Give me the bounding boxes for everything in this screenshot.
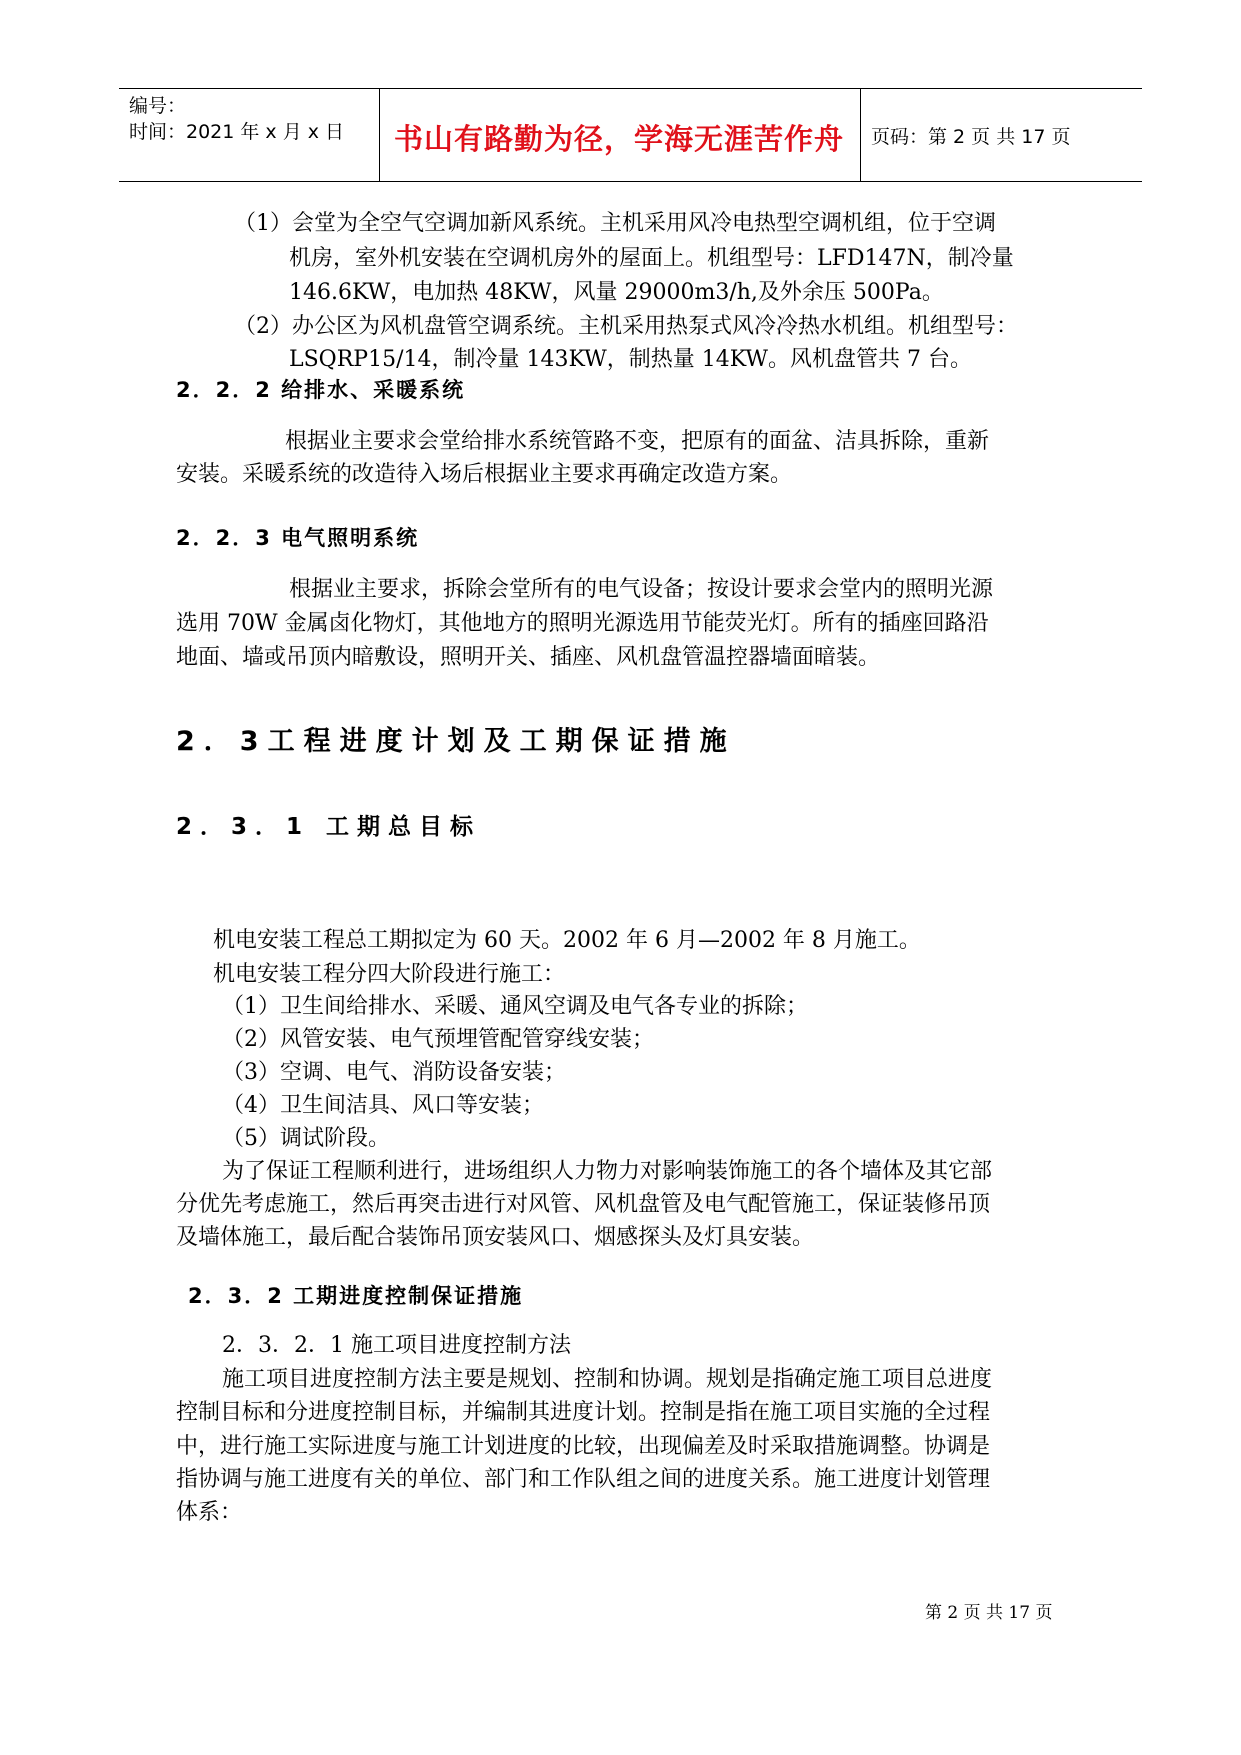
list-item: （4）卫生间洁具、风口等安装；	[222, 1093, 544, 1118]
page-header	[119, 88, 1142, 182]
section-heading: 2．3．1 工期总目标	[176, 814, 482, 840]
header-divider	[860, 89, 861, 181]
subsection-heading: 2．3．2．1 施工项目进度控制方法	[222, 1333, 571, 1358]
number-label: 编号：	[129, 95, 187, 117]
paragraph-line: 安装。采暖系统的改造待入场后根据业主要求再确定改造方案。	[176, 462, 793, 487]
paragraph-line: 地面、墙或吊顶内暗敷设，照明开关、插座、风机盘管温控器墙面暗装。	[176, 645, 881, 670]
paragraph-line: 中，进行施工实际进度与施工计划进度的比较，出现偏差及时采取措施调整。协调是	[176, 1434, 991, 1459]
list-item: （1）卫生间给排水、采暖、通风空调及电气各专业的拆除；	[222, 994, 808, 1019]
paragraph-line: 为了保证工程顺利进行，进场组织人力物力对影响装饰施工的各个墙体及其它部	[222, 1159, 993, 1184]
list-item: （2）风管安装、电气预埋管配管穿线安装；	[222, 1027, 654, 1052]
paragraph-line: LSQRP15/14，制冷量 143KW，制热量 14KW。风机盘管共 7 台。	[289, 347, 972, 372]
page-footer: 第 2 页 共 17 页	[925, 1603, 1053, 1623]
header-page-info: 页码：第 2 页 共 17 页	[871, 126, 1071, 148]
section-heading: 2．3．2 工期进度控制保证措施	[188, 1284, 524, 1308]
paragraph-line: 及墙体施工，最后配合装饰吊顶安装风口、烟感探头及灯具安装。	[176, 1225, 815, 1250]
paragraph-line: 根据业主要求会堂给排水系统管路不变，把原有的面盆、洁具拆除，重新	[285, 429, 990, 454]
paragraph-line: （1）会堂为全空气空调加新风系统。主机采用风冷电热型空调机组，位于空调	[234, 211, 996, 236]
list-item: （3）空调、电气、消防设备安装；	[222, 1060, 566, 1085]
paragraph-line: 根据业主要求，拆除会堂所有的电气设备；按设计要求会堂内的照明光源	[289, 577, 994, 602]
paragraph-line: 施工项目进度控制方法主要是规划、控制和协调。规划是指确定施工项目总进度	[222, 1367, 993, 1392]
list-item: （5）调试阶段。	[222, 1126, 390, 1151]
header-left	[129, 93, 344, 145]
section-heading: 2．2．3 电气照明系统	[176, 526, 420, 550]
paragraph-line: 146.6KW，电加热 48KW，风量 29000m3/h,及外余压 500Pa。	[289, 280, 944, 305]
paragraph-line: 分优先考虑施工，然后再突击进行对风管、风机盘管及电气配管施工，保证装修吊顶	[176, 1192, 991, 1217]
header-motto: 书山有路勤为径，学海无涯苦作舟	[393, 122, 844, 156]
section-heading: 2．2．2 给排水、采暖系统	[176, 378, 466, 402]
chapter-heading: 2．3工程进度计划及工期保证措施	[176, 726, 736, 757]
paragraph-line: 指协调与施工进度有关的单位、部门和工作队组之间的进度关系。施工进度计划管理	[176, 1467, 991, 1492]
paragraph-line: （2）办公区为风机盘管空调系统。主机采用热泵式风冷冷热水机组。机组型号：	[234, 314, 1018, 339]
paragraph-line: 体系：	[176, 1500, 243, 1525]
paragraph-line: 选用 70W 金属卤化物灯，其他地方的照明光源选用节能荧光灯。所有的插座回路沿	[176, 611, 989, 636]
paragraph-line: 机房，室外机安装在空调机房外的屋面上。机组型号：LFD147N，制冷量	[289, 246, 1014, 271]
paragraph-line: 机电安装工程分四大阶段进行施工：	[213, 962, 566, 987]
time-label: 时间：2021 年 x 月 x 日	[129, 121, 345, 143]
paragraph-line: 控制目标和分进度控制目标，并编制其进度计划。控制是指在施工项目实施的全过程	[176, 1400, 991, 1425]
paragraph-line: 机电安装工程总工期拟定为 60 天。2002 年 6 月—2002 年 8 月施工。	[213, 928, 921, 953]
